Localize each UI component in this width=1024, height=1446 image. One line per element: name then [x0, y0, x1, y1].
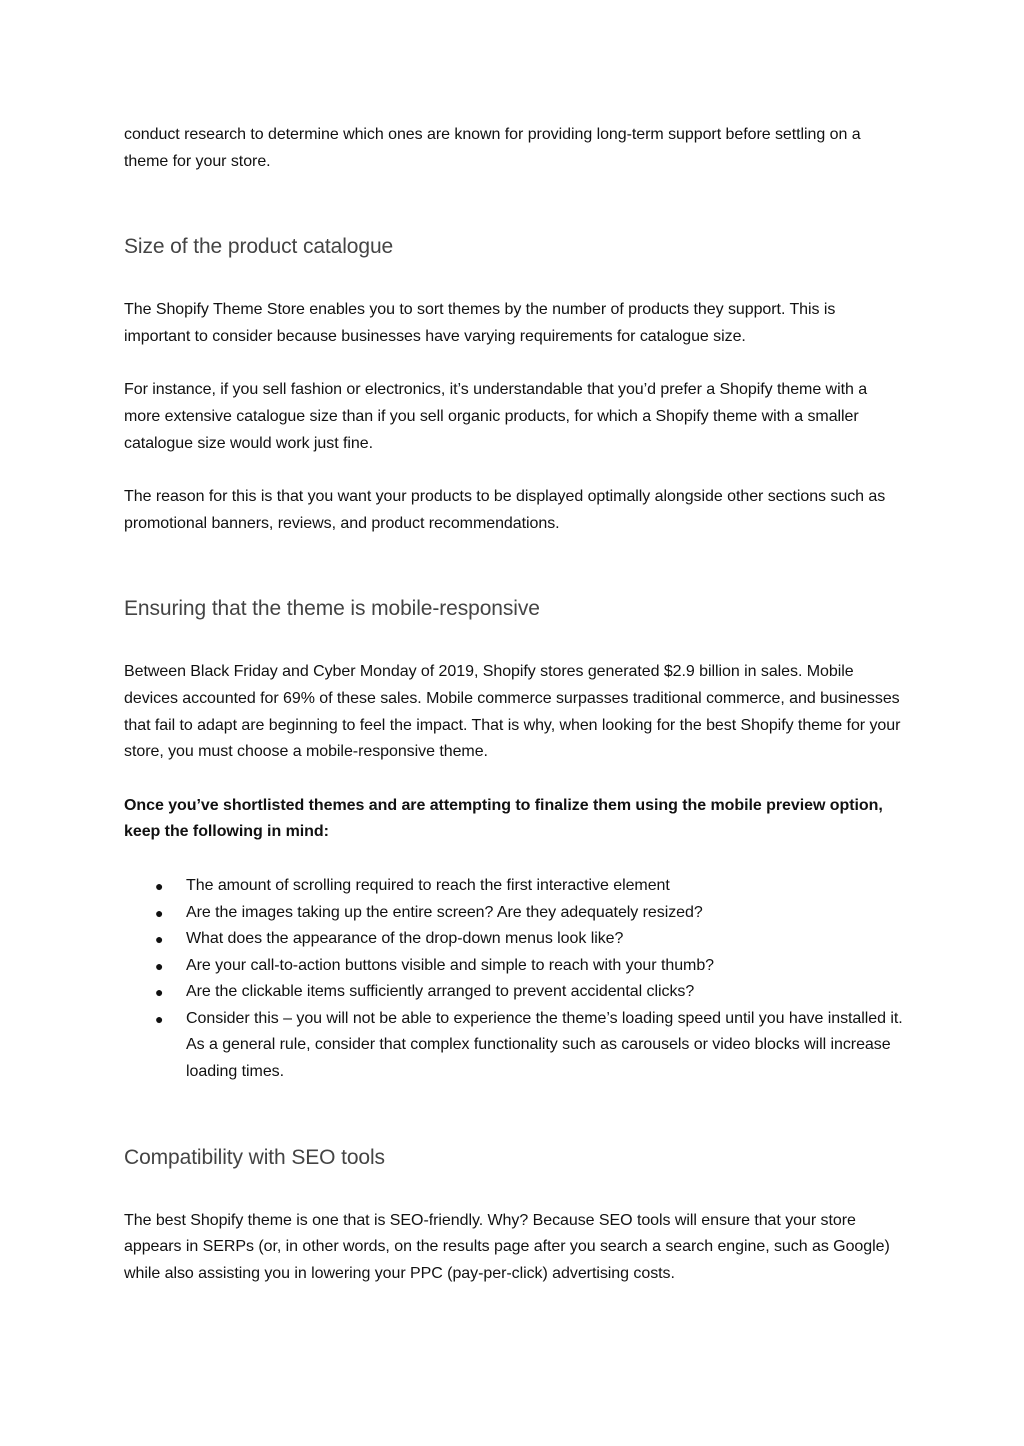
- list-item-text: The amount of scrolling required to reach the first interactive element: [186, 876, 670, 894]
- list-item: [124, 900, 904, 927]
- list-item: [124, 873, 904, 900]
- mobile-bold-paragraph: Once you’ve shortlisted themes and are attempting to finalize them using the mobile preview option, keep the following in mind:: [124, 796, 883, 841]
- mobile-paragraph-1: Between Black Friday and Cyber Monday of 2019, Shopify stores generated $2.9 billion in sales. Mobile devices accounted for 69% of these sales. Mobile commerce surpasses traditional commerce, and businesses that fail to adapt are beginning to feel the impact. That is why, when looking for the best Shopify theme for your store, you must choose a mobile-responsive theme.: [124, 663, 901, 761]
- catalogue-paragraph-3: The reason for this is that you want your products to be displayed optimally alongside other sections such as promotional banners, reviews, and product recommendations.: [124, 488, 886, 532]
- list-item-text: Consider this – you will not be able to experience the theme’s loading speed until you have installed it. As a general rule, consider that complex functionality such as carousels or video blocks will increase loading times.: [186, 1009, 903, 1081]
- mobile-checklist: [124, 873, 904, 1086]
- list-item: [124, 1006, 904, 1086]
- bullet-icon: ●: [155, 931, 164, 948]
- list-item: [124, 926, 904, 953]
- list-item: [124, 953, 904, 980]
- bullet-icon: ●: [155, 877, 164, 894]
- list-item-text: Are the clickable items sufficiently arranged to prevent accidental clicks?: [186, 983, 695, 1001]
- catalogue-paragraph-1: The Shopify Theme Store enables you to sort themes by the number of products they support. This is important to consider because businesses have varying requirements for catalogue size.: [124, 301, 836, 345]
- bullet-icon: ●: [155, 984, 164, 1001]
- catalogue-paragraph-2: For instance, if you sell fashion or electronics, it’s understandable that you’d prefer a Shopify theme with a more extensive catalogue size than if you sell organic products, for which a Shopify theme with a smaller catalogue size would work just fine.: [124, 381, 868, 452]
- list-item-text: Are the images taking up the entire screen? Are they adequately resized?: [186, 903, 703, 921]
- intro-paragraph: conduct research to determine which ones are known for providing long-term support before settling on a theme for your store.: [124, 126, 861, 170]
- bullet-icon: ●: [155, 957, 164, 974]
- seo-paragraph-1: The best Shopify theme is one that is SEO-friendly. Why? Because SEO tools will ensure that your store appears in SERPs (or, in other words, on the results page after you search a search engine, such as Google) while also assisting you in lowering your PPC (pay-per-click) advertising costs.: [124, 1211, 890, 1282]
- section-heading-catalogue-size: Size of the product catalogue: [124, 235, 394, 259]
- list-item-text: What does the appearance of the drop-down menus look like?: [186, 930, 624, 948]
- bullet-icon: ●: [155, 904, 164, 921]
- list-item: [124, 979, 904, 1006]
- section-heading-seo-tools: Compatibility with SEO tools: [124, 1145, 385, 1169]
- bullet-icon: ●: [155, 1010, 164, 1027]
- document-content: [124, 122, 904, 1287]
- section-heading-mobile-responsive: Ensuring that the theme is mobile-responsive: [124, 597, 540, 621]
- list-item-text: Are your call-to-action buttons visible and simple to reach with your thumb?: [186, 956, 715, 974]
